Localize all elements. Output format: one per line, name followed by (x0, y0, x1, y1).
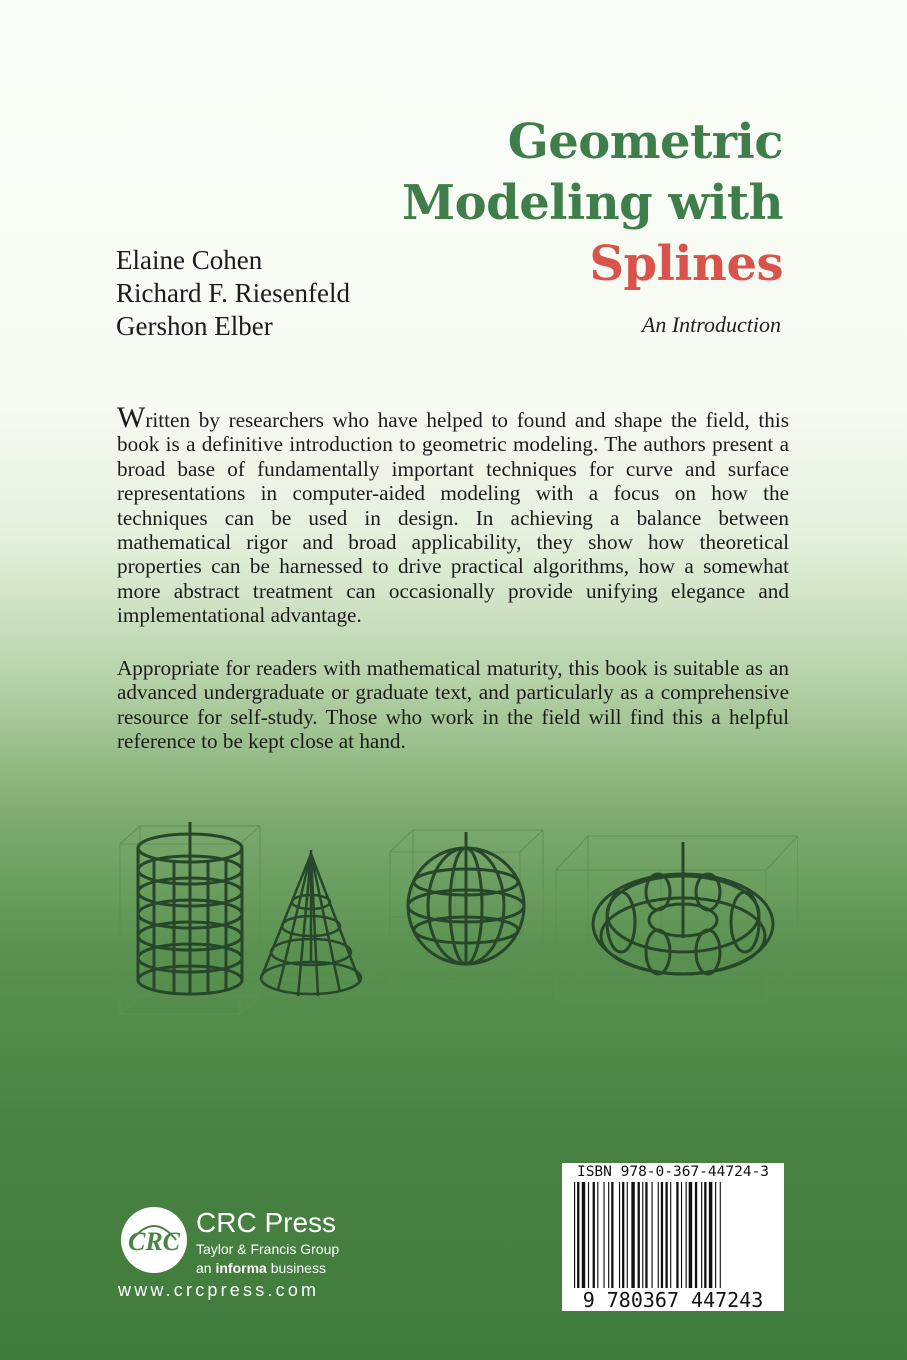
isbn-digits: 9 780367 447243 (582, 1288, 764, 1312)
author-name: Elaine Cohen (116, 245, 263, 275)
description-paragraph-1: Written by researchers who have helped to found and shape the field, this book is a definitive introduction to geometric modeling. The authors present a broad base of fundamentally important techniques for curve and surface representations in computer-aided modeling with a focus on how the techniques can be used in design. In achieving a balance between mathematical rigor and broad applicability, they show how theoretical properties can be harnessed to drive practical algorithms, how a somewhat more abstract treatment can occasionally provide unifying elegance and implementational advantage. (117, 401, 789, 628)
publisher-name: CRC Press (196, 1207, 337, 1238)
isbn-barcode (562, 1163, 784, 1311)
crc-logo-icon (118, 1204, 190, 1276)
publisher-url[interactable]: www.crcpress.com (118, 1280, 320, 1300)
isbn-label: ISBN 978-0-367-44724-3 (576, 1164, 770, 1180)
title-line-2: Modeling with (401, 175, 783, 231)
sphere-wireframe-icon (390, 830, 543, 982)
author-list (116, 244, 350, 343)
cone-wireframe-icon (258, 850, 388, 996)
book-subtitle: An Introduction (641, 312, 781, 337)
crc-logo-text: CRC (127, 1227, 181, 1256)
title-line-1: Geometric (507, 114, 783, 170)
publisher-group: Taylor & Francis Group (196, 1241, 340, 1257)
cylinder-wireframe-icon (120, 822, 260, 1014)
publisher-block (196, 1208, 339, 1278)
business-name: informa (215, 1260, 267, 1276)
publisher-business (196, 1259, 339, 1278)
business-suffix: business (270, 1260, 326, 1276)
wireframe-illustrations (118, 812, 798, 1027)
book-title (402, 112, 783, 295)
description-paragraph-2: Appropriate for readers with mathematical maturity, this book is suitable as an advanced undergraduate or graduate text, and particularly as a comprehensive resource for self-study. Those who work in the field will find this a helpful reference to be kept close at hand. (117, 656, 789, 754)
torus-wireframe-icon (556, 836, 798, 1000)
author-name: Gershon Elber (116, 311, 273, 341)
title-line-3: Splines (589, 236, 783, 292)
business-prefix: an (196, 1260, 212, 1276)
barcode-bars-icon (572, 1182, 774, 1288)
author-name: Richard F. Riesenfeld (116, 278, 351, 308)
